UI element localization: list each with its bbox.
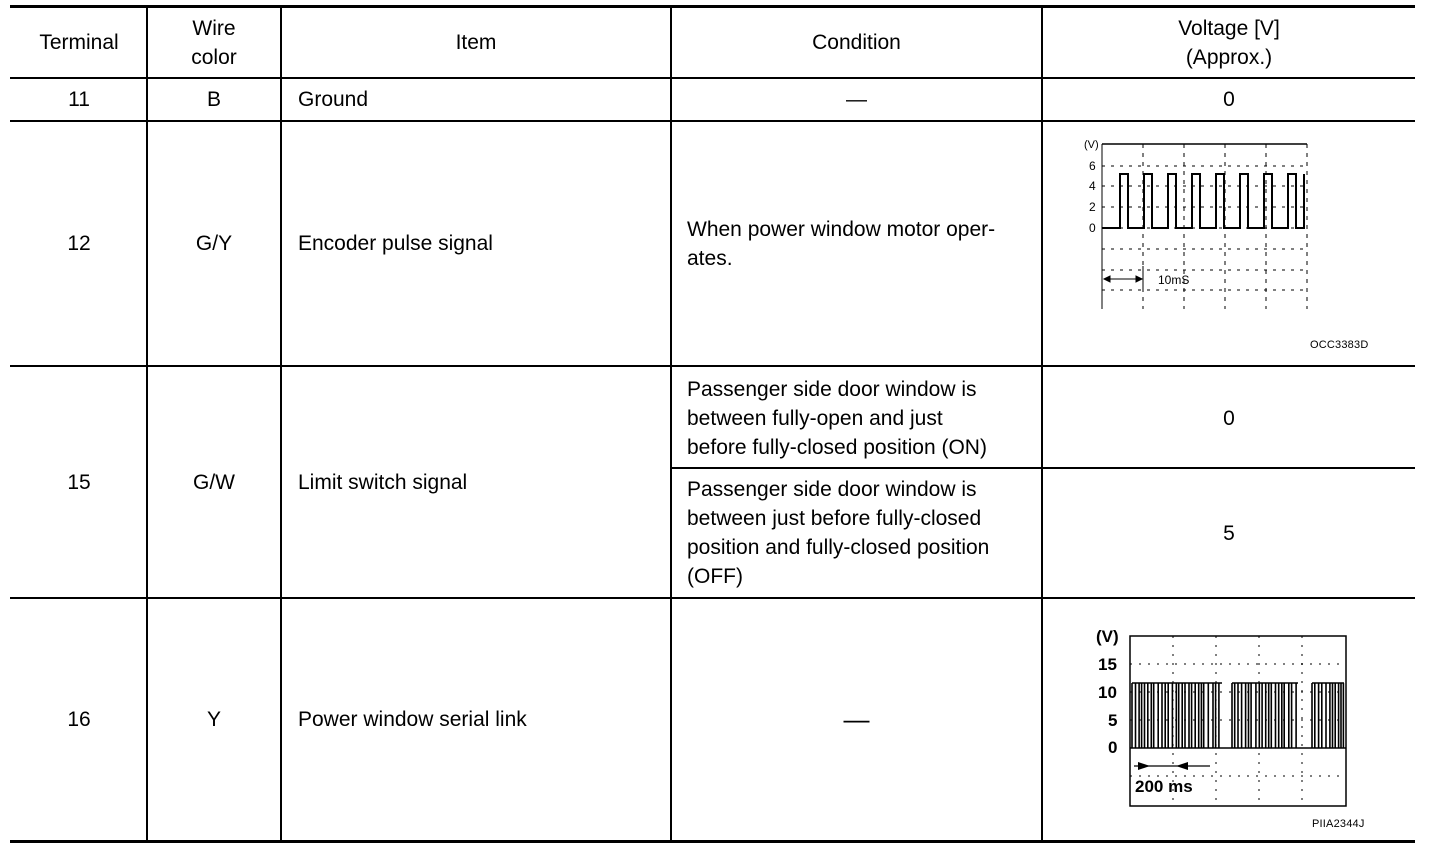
wave2-pulse-train (1130, 683, 1346, 748)
row-15-wire: G/W (193, 470, 235, 494)
row-16-item: Power window serial link (298, 708, 527, 731)
header-item: Item (455, 31, 497, 54)
header-voltage-line1: Voltage [V] (1178, 16, 1280, 40)
row-15-item: Limit switch signal (298, 470, 468, 494)
encoder-pulse-waveform (1082, 134, 1312, 316)
row-15-condition-on-line1: Passenger side door window is (687, 377, 977, 401)
row-15-terminal: 15 (67, 470, 91, 494)
header-voltage-line2: (Approx.) (1185, 45, 1273, 69)
row-15-condition-off-line4: (OFF) (687, 565, 743, 588)
wave2-unit-label: (V) (1096, 627, 1119, 646)
wave1-unit-label: (V) (1084, 139, 1099, 151)
wave1-y-tick-0: 0 (1089, 221, 1096, 235)
row-12-condition (687, 122, 1037, 365)
row-15-condition-on-line3: before fully-closed position (ON) (687, 435, 987, 459)
wave1-arrowhead-left (1104, 276, 1110, 282)
wave1-square-signal (1102, 174, 1304, 228)
wave2-arrowhead-left (1138, 762, 1150, 770)
row-15-condition-off-line1: Passenger side door window is (687, 478, 977, 501)
row-12-condition-line1: When power window motor oper- (687, 217, 996, 241)
row-15-condition-on-line2: between fully-open and just (687, 406, 943, 430)
wave2-arrowhead-right (1176, 762, 1188, 770)
wave2-figure-code: PIIA2344J (1312, 818, 1365, 830)
row-11-item: Ground (298, 88, 369, 111)
row-12-terminal: 12 (67, 232, 91, 255)
row-12-wire: G/Y (195, 232, 233, 255)
wave2-y-tick-10: 10 (1098, 683, 1117, 702)
header-wire-color-line2: color (191, 45, 237, 69)
row-16-wire: Y (206, 708, 221, 731)
row-15-condition-on (687, 369, 1039, 467)
row-11-condition: — (846, 88, 867, 111)
header-condition: Condition (812, 31, 901, 54)
row-11-terminal: 11 (68, 88, 90, 111)
wave1-time-label: 10mS (1158, 273, 1190, 287)
row-15-voltage-off: 5 (1223, 521, 1235, 545)
row-16-terminal: 16 (67, 708, 91, 731)
wave1-figure-code: OCC3383D (1310, 339, 1369, 351)
col-divider-2 (280, 5, 282, 843)
table-bottom-border (10, 840, 1415, 843)
wave2-y-tick-15: 15 (1098, 655, 1117, 674)
wave2-y-tick-0: 0 (1108, 738, 1118, 757)
row-11-voltage: 0 (1223, 88, 1235, 111)
row-15-voltage-on: 0 (1223, 406, 1235, 430)
header-wire-color-line1: Wire (192, 16, 236, 40)
wave2-time-label: 200 ms (1135, 777, 1193, 796)
row-11-wire: B (206, 88, 221, 111)
wave1-y-tick-6: 6 (1089, 159, 1096, 173)
wave1-y-tick-4: 4 (1089, 179, 1096, 193)
serial-link-waveform (1094, 624, 1354, 810)
row-15-condition-off-line2: between just before fully-closed (687, 507, 982, 530)
row-16-condition: — (843, 704, 870, 734)
header-voltage (1043, 8, 1415, 77)
row-12-condition-line2: ates. (687, 246, 733, 270)
wave1-y-tick-2: 2 (1089, 200, 1096, 214)
row-15-condition-off (687, 469, 1039, 597)
wave2-y-tick-5: 5 (1108, 711, 1118, 730)
row-12-item: Encoder pulse signal (298, 232, 493, 255)
row-15-condition-off-line3: position and fully-closed position (687, 536, 990, 559)
wave1-arrowhead-right (1136, 276, 1142, 282)
header-terminal: Terminal (39, 31, 119, 54)
header-wire-color (148, 8, 280, 77)
